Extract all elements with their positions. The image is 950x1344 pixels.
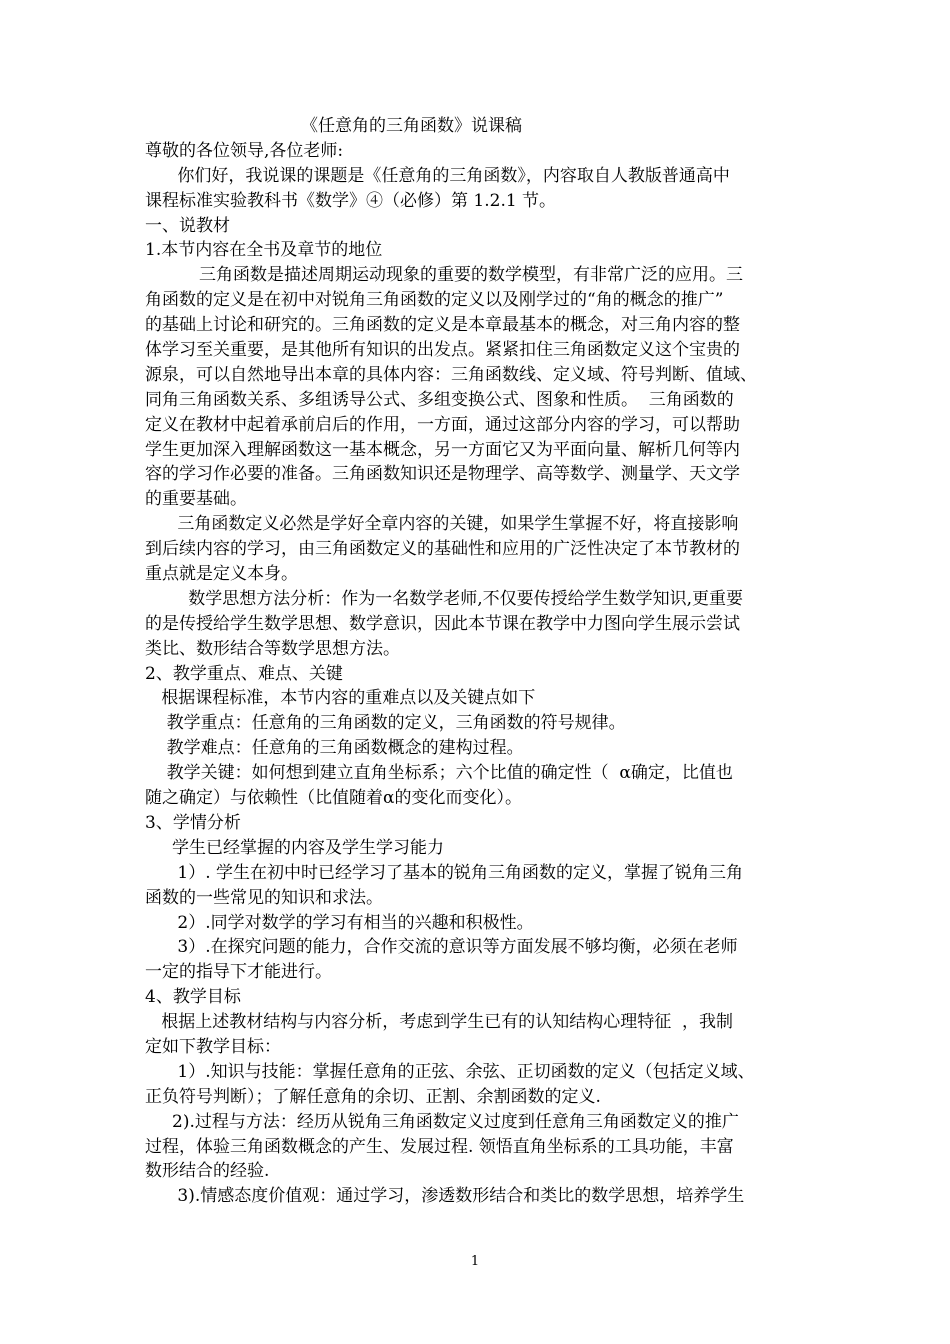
text-line: 根据课程标准，本节内容的重难点以及关键点如下: [145, 688, 536, 709]
text-line: 学生更加深入理解函数这一基本概念，另一方面它又为平面向量、解析几何等内: [145, 439, 740, 460]
text-line: 体学习至关重要，是其他所有知识的出发点。紧紧扣住三角函数定义这个宝贵的: [145, 340, 740, 361]
page-number: 1: [470, 1254, 480, 1269]
text-line: 1）. 学生在初中时已经学习了基本的锐角三角函数的定义，掌握了锐角三角: [145, 862, 744, 883]
text-line: 的重要基础。: [145, 489, 247, 510]
document-text: [145, 139, 810, 1209]
text-line: 到后续内容的学习，由三角函数定义的基础性和应用的广泛性决定了本节教材的: [145, 539, 740, 560]
text-line: 三角函数是描述周期运动现象的重要的数学模型，有非常广泛的应用。三: [145, 265, 744, 286]
text-line: 2、教学重点、难点、关键: [145, 663, 343, 684]
text-line: 1.本节内容在全书及章节的地位: [145, 240, 383, 261]
text-line: 根据上述教材结构与内容分析，考虑到学生已有的认知结构心理特征 ，我制: [145, 1012, 734, 1033]
text-line: 容的学习作必要的准备。三角函数知识还是物理学、高等数学、测量学、天文学: [145, 464, 740, 485]
document-title: 《任意角的三角函数》说课稿: [301, 116, 522, 136]
text-line: 4、教学目标: [145, 987, 241, 1008]
text-line: 2).过程与方法：经历从锐角三角函数定义过度到任意角三角函数定义的推广: [145, 1111, 739, 1132]
text-line: 类比、数形结合等数学思想方法。: [145, 638, 400, 659]
text-line: 过程，体验三角函数概念的产生、发展过程. 领悟直角坐标系的工具功能，丰富: [145, 1136, 734, 1157]
text-line: 尊敬的各位领导,各位老师:: [145, 140, 344, 161]
text-line: 同角三角函数关系、多组诱导公式、多组变换公式、图象和性质。 三角函数的: [145, 389, 734, 410]
document-body: [145, 114, 810, 1209]
text-line: 正负符号判断）；了解任意角的余切、正割、余割函数的定义.: [145, 1086, 601, 1107]
text-line: 2）.同学对数学的学习有相当的兴趣和积极性。: [145, 912, 534, 933]
text-line: 重点就是定义本身。: [145, 564, 298, 585]
text-line: 定义在教材中起着承前启后的作用，一方面，通过这部分内容的学习，可以帮助: [145, 414, 740, 435]
text-line: 随之确定）与依赖性（比值随着α的变化而变化）。: [145, 788, 522, 809]
text-line: 角函数的定义是在初中对锐角三角函数的定义以及刚学过的“角的概念的推广”: [145, 290, 724, 311]
text-line: 定如下教学目标：: [145, 1036, 281, 1057]
text-line: 一、说教材: [145, 215, 230, 236]
text-line: 数形结合的经验.: [145, 1161, 270, 1182]
text-line: 1）.知识与技能：掌握任意角的正弦、余弦、正切函数的定义（包括定义域、: [145, 1061, 755, 1082]
text-line: 学生已经掌握的内容及学生学习能力: [145, 837, 445, 858]
text-line: 3）.在探究问题的能力，合作交流的意识等方面发展不够均衡，必须在老师: [145, 937, 738, 958]
text-line: 一定的指导下才能进行。: [145, 962, 332, 983]
text-line: 3、学情分析: [145, 812, 241, 833]
text-line: 教学关键：如何想到建立直角坐标系；六个比值的确定性（ α确定，比值也: [145, 763, 733, 784]
text-line: 教学难点：任意角的三角函数概念的建构过程。: [145, 738, 524, 759]
text-line: 函数的一些常见的知识和求法。: [145, 887, 383, 908]
text-line: 的基础上讨论和研究的。三角函数的定义是本章最基本的概念，对三角内容的整: [145, 315, 740, 336]
text-line: 源泉，可以自然地导出本章的具体内容：三角函数线、定义域、符号判断、值域、: [145, 364, 757, 385]
text-line: 教学重点：任意角的三角函数的定义，三角函数的符号规律。: [145, 713, 626, 734]
text-line: 你们好，我说课的课题是《任意角的三角函数》，内容取自人教版普通高中: [145, 165, 730, 186]
text-line: 数学思想方法分析：作为一名数学老师,不仅要传授给学生数学知识,更重要: [145, 588, 744, 609]
text-line: 的是传授给学生数学思想、数学意识，因此本节课在教学中力图向学生展示尝试: [145, 613, 740, 634]
text-line: 三角函数定义必然是学好全章内容的关键，如果学生掌握不好，将直接影响: [145, 514, 739, 535]
text-line: 课程标准实验教科书《数学》④（必修）第 1.2.1 节。: [145, 190, 557, 211]
text-line: 3).情感态度价值观：通过学习，渗透数形结合和类比的数学思想，培养学生: [145, 1186, 745, 1207]
